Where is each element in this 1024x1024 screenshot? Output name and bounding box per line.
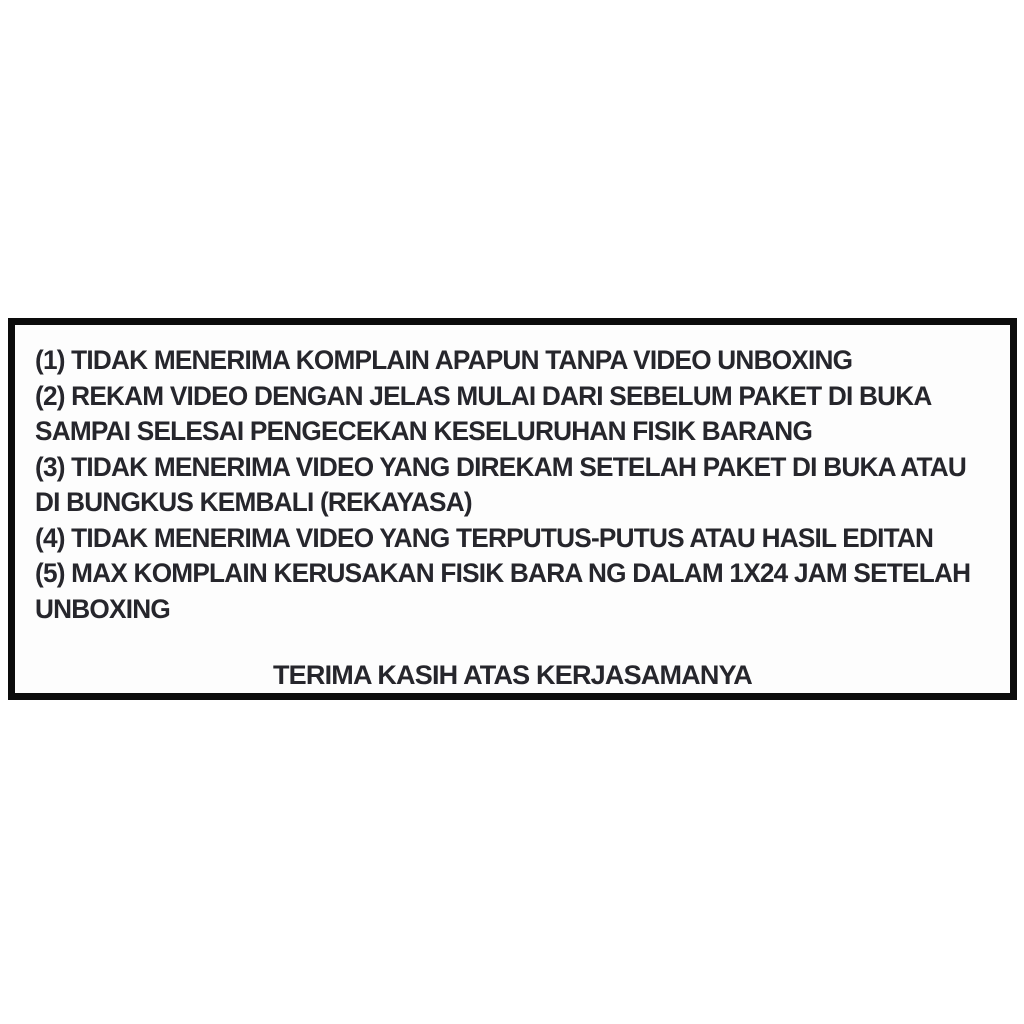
closing-message: TERIMA KASIH ATAS KERJASAMANYA — [272, 660, 753, 690]
notice-line-2: (2) REKAM VIDEO DENGAN JELAS MULAI DARI SEBELUM PAKET DI BUKA — [35, 380, 932, 411]
notice-line-6: (4) TIDAK MENERIMA VIDEO YANG TERPUTUS-PUTUS ATAU HASIL EDITAN — [35, 522, 934, 553]
notice-line-1: (1) TIDAK MENERIMA KOMPLAIN APAPUN TANPA VIDEO UNBOXING — [35, 345, 853, 375]
notice-line-7: (5) MAX KOMPLAIN KERUSAKAN FISIK BARA NG DALAM 1X24 JAM SETELAH — [35, 558, 971, 588]
notice-line-8: UNBOXING — [35, 593, 170, 624]
notice-line-3: SAMPAI SELESAI PENGECEKAN KESELURUHAN FISIK BARANG — [35, 416, 813, 446]
notice-box — [8, 318, 1017, 700]
notice-line-5: DI BUNGKUS KEMBALI (REKAYASA) — [35, 487, 472, 517]
notice-line-4: (3) TIDAK MENERIMA VIDEO YANG DIREKAM SETELAH PAKET DI BUKA ATAU — [35, 451, 967, 482]
